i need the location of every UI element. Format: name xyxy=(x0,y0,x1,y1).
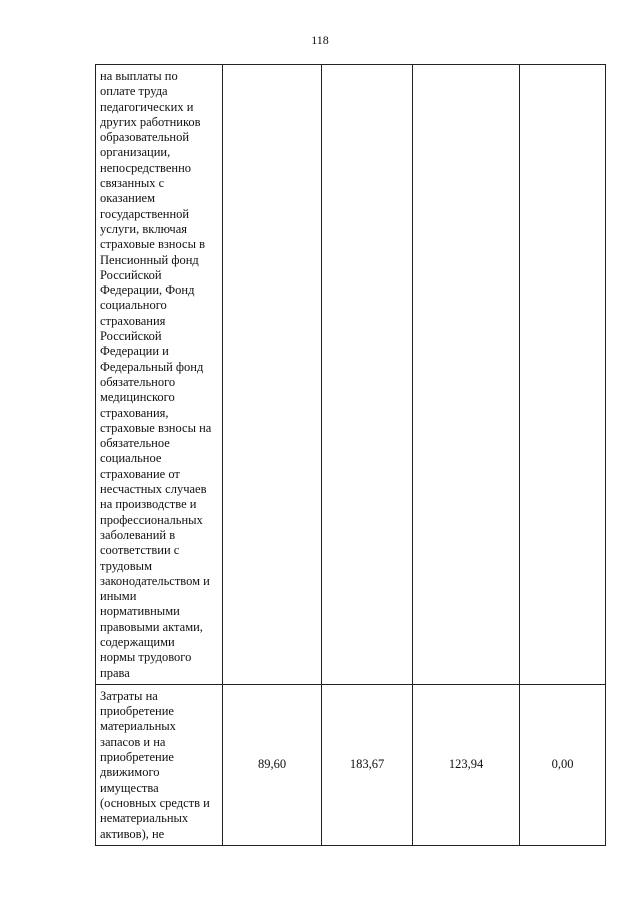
description-line: правовыми актами, xyxy=(100,619,203,634)
description-line: иными xyxy=(100,589,137,604)
value-cell: 0,00 xyxy=(520,684,606,845)
budget-table xyxy=(95,64,606,846)
description-line: нормативными xyxy=(100,604,180,619)
description-line: оплате труда xyxy=(100,84,168,99)
description-line: трудовым xyxy=(100,558,152,573)
description-line: запасов и на xyxy=(100,734,166,749)
description-line: государственной xyxy=(100,206,190,221)
description-line: движимого xyxy=(100,765,160,780)
row-description-cell xyxy=(96,65,223,685)
description-line: приобретение xyxy=(100,750,174,765)
description-line: связанных с xyxy=(100,176,165,191)
description-line: социального xyxy=(100,298,167,313)
description-line: страхования, xyxy=(100,405,169,420)
description-line: активов), не xyxy=(100,826,165,841)
description-line: социальное xyxy=(100,451,162,466)
description-line: профессиональных xyxy=(100,512,203,527)
description-line: организации, xyxy=(100,145,171,160)
description-line: Пенсионный фонд xyxy=(100,252,199,267)
description-line: непосредственно xyxy=(100,160,192,175)
description-line: оказанием xyxy=(100,191,156,206)
description-line: нематериальных xyxy=(100,811,189,826)
description-line: Федерации, Фонд xyxy=(100,283,195,298)
description-line: образовательной xyxy=(100,130,190,145)
value-cell xyxy=(520,65,606,685)
table-row xyxy=(96,65,606,685)
description-line: нормы трудового xyxy=(100,650,192,665)
description-line: Федеральный фонд xyxy=(100,359,204,374)
description-line: Федерации и xyxy=(100,344,169,359)
table-row xyxy=(96,684,606,845)
description-line: обязательное xyxy=(100,436,170,451)
row-description-cell xyxy=(96,684,223,845)
description-line: Затраты на xyxy=(100,688,158,703)
description-line: страховые взносы в xyxy=(100,237,206,252)
description-line: на производстве и xyxy=(100,497,197,512)
value-cell xyxy=(322,65,413,685)
description-line: Российской xyxy=(100,329,162,344)
value-cell xyxy=(413,65,520,685)
value-cell: 123,94 xyxy=(413,684,520,845)
description-line: страховые взносы на xyxy=(100,420,212,435)
description-line: Российской xyxy=(100,267,162,282)
description-line: услуги, включая xyxy=(100,221,188,236)
description-line: страхования xyxy=(100,313,166,328)
description-line: (основных средств и xyxy=(100,795,210,810)
value-cell: 183,67 xyxy=(322,684,413,845)
description-line: других работников xyxy=(100,114,201,129)
description-line: законодательством и xyxy=(100,573,210,588)
description-line: права xyxy=(100,665,130,680)
description-line: содержащими xyxy=(100,634,175,649)
description-line: страхование от xyxy=(100,466,180,481)
page-number: 118 xyxy=(311,33,329,47)
value-cell: 89,60 xyxy=(223,684,322,845)
description-line: приобретение xyxy=(100,704,174,719)
description-line: материальных xyxy=(100,719,176,734)
description-line: несчастных случаев xyxy=(100,482,207,497)
description-line: имущества xyxy=(100,780,159,795)
value-cell xyxy=(223,65,322,685)
description-line: обязательного xyxy=(100,374,176,389)
description-line: соответствии с xyxy=(100,543,180,558)
description-line: медицинского xyxy=(100,390,175,405)
description-line: на выплаты по xyxy=(100,69,178,83)
description-line: заболеваний в xyxy=(100,527,176,542)
description-line: педагогических и xyxy=(100,99,194,114)
